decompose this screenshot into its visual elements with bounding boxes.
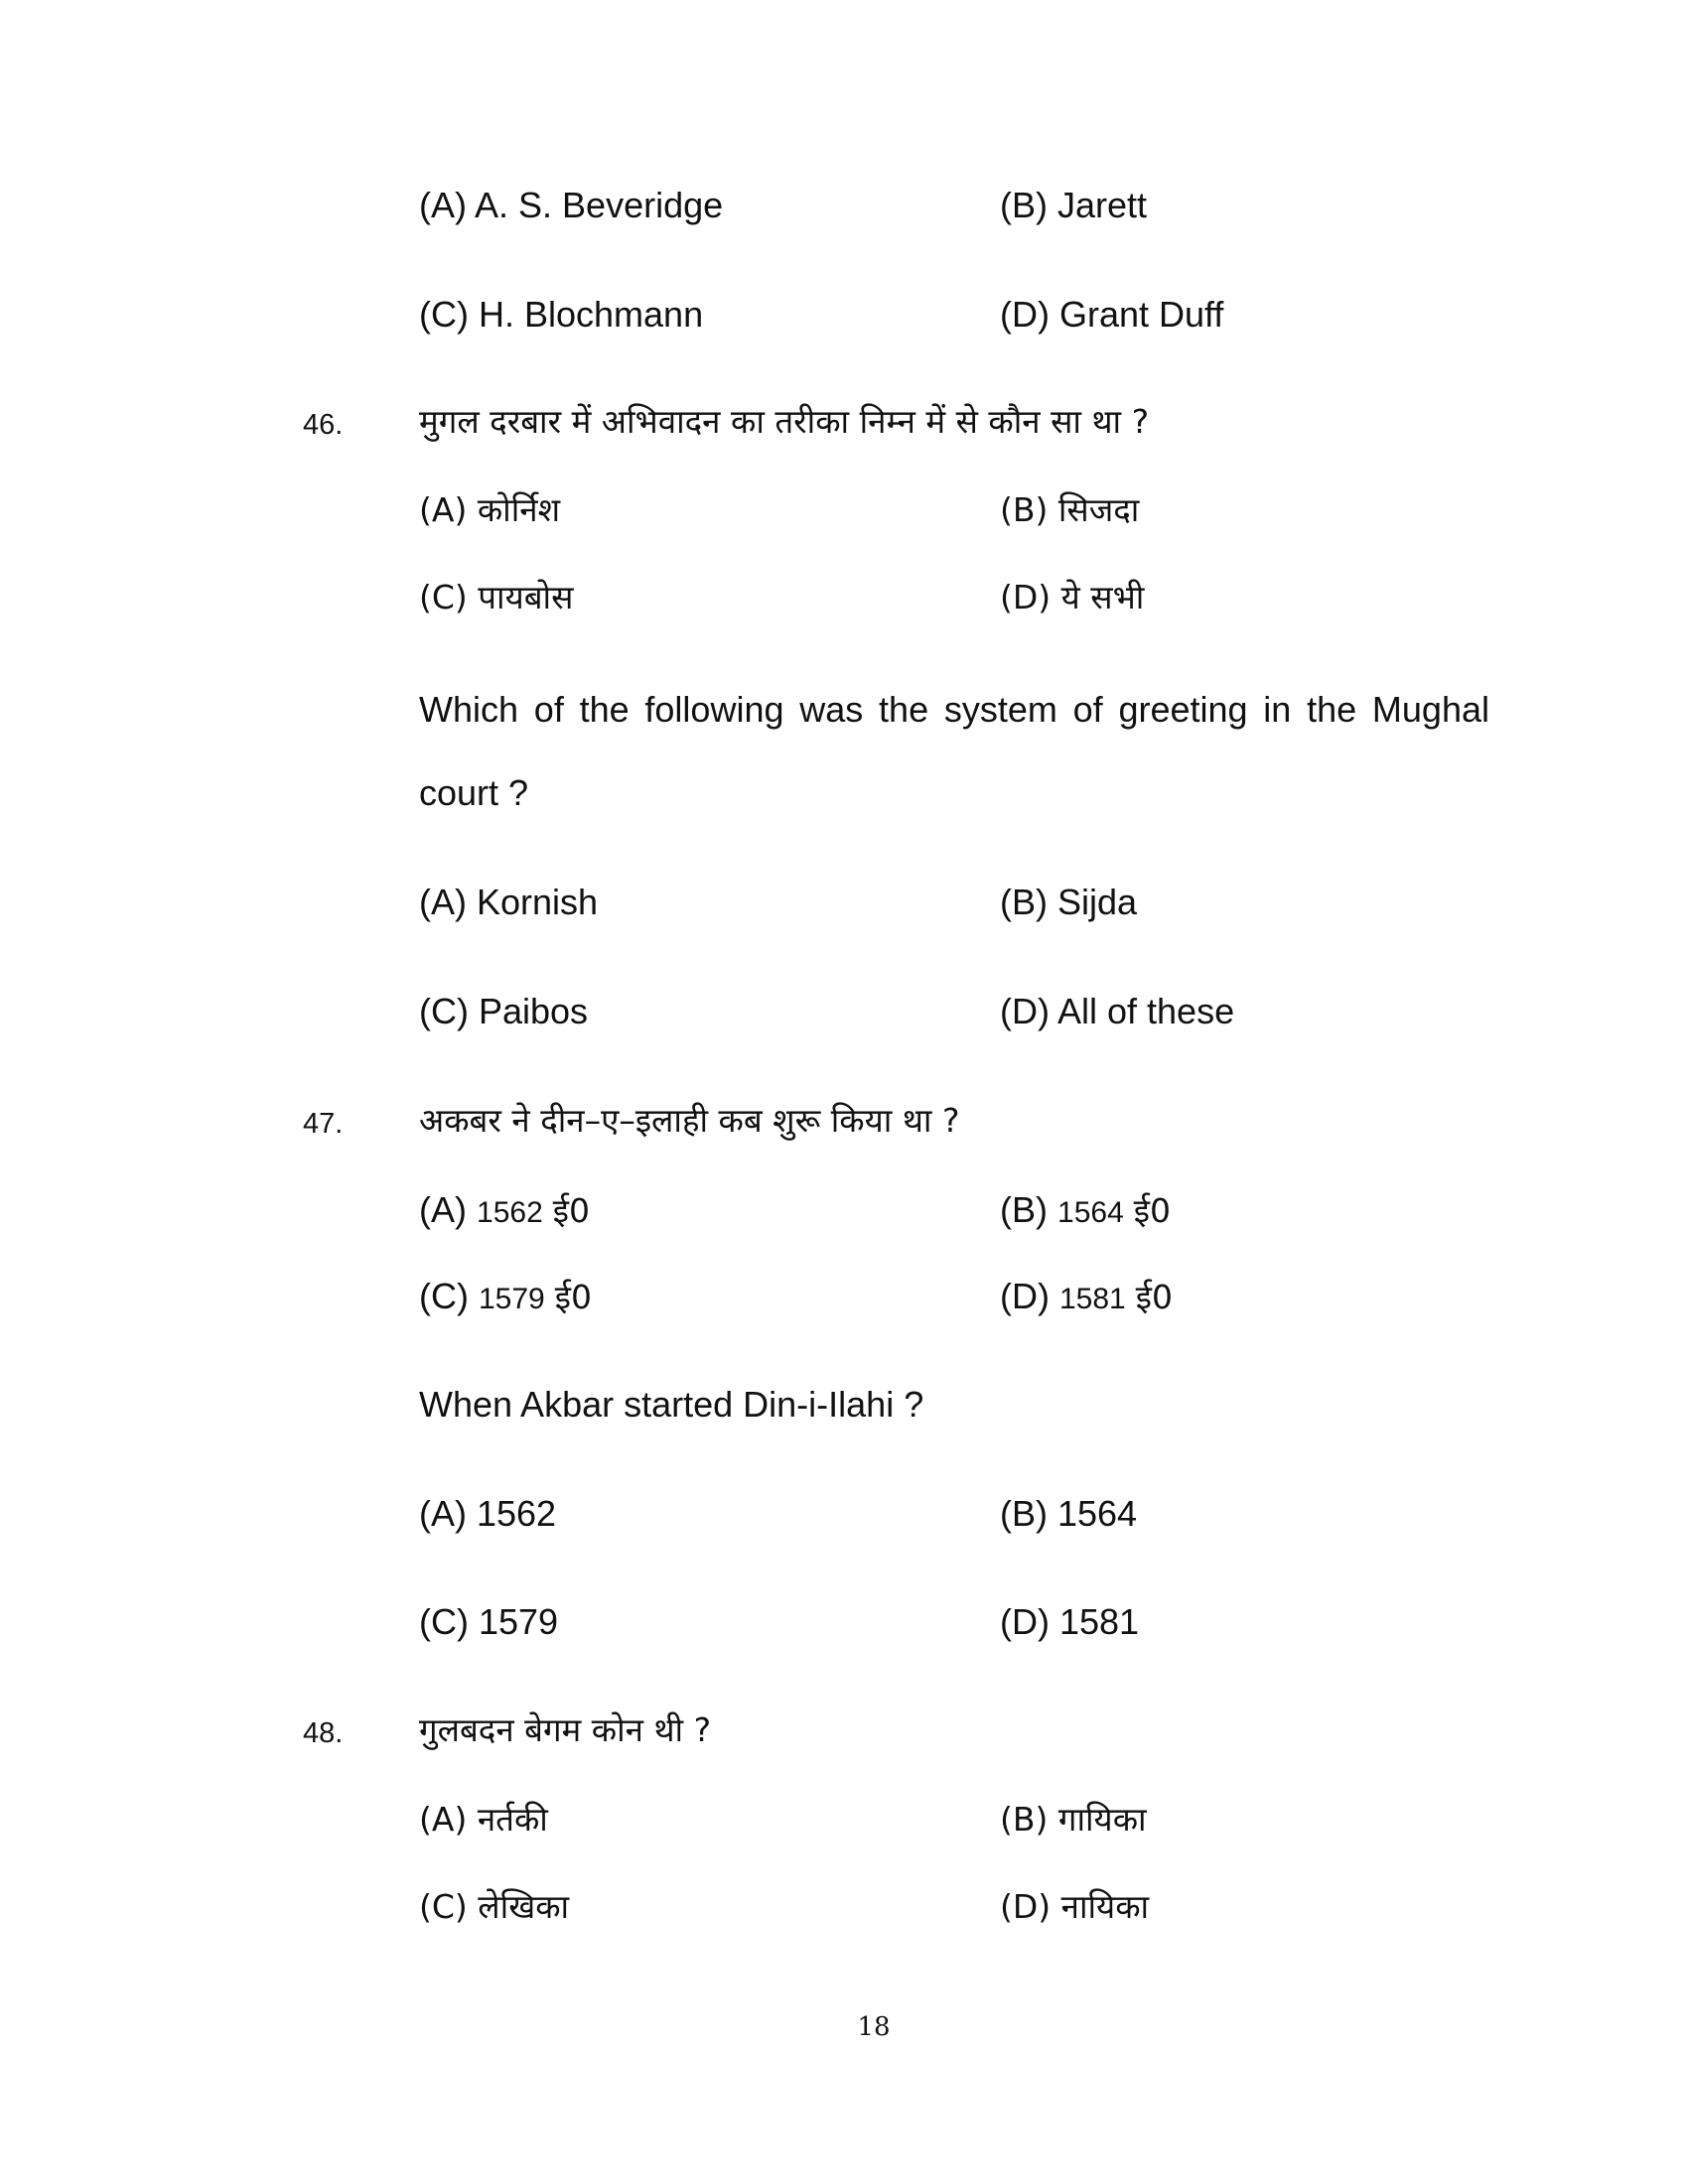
q46-english-option-a: (A) Kornish [419,882,599,922]
q46-hindi-option-a: (A) कोर्निश [419,490,561,529]
q46-hindi-option-d: (D) ये सभी [1000,578,1145,616]
q47-english-option-c: (C) 1579 [419,1601,559,1642]
q48-hindi-option-b: (B) गायिका [1000,1800,1147,1839]
q48-hindi-option-a: (A) नर्तकी [419,1800,548,1839]
q47-hindi-option-b-label: (B) [1000,1189,1048,1230]
q47-hindi-option-c-label: (C) [419,1276,469,1316]
q47-english-option-b: (B) 1564 [1000,1493,1138,1534]
q46-hindi-option-c: (C) पायबोस [419,578,574,616]
q47-hindi-option-a-suffix: ई0 [552,1191,590,1230]
q45-option-d: (D) Grant Duff [1000,294,1224,335]
q47-hindi-option-d-suffix: ई0 [1135,1278,1173,1316]
q47-hindi-question: अकबर ने दीन–ए–इलाही कब शुरू किया था ? [419,1101,960,1140]
q48-hindi-question: गुलबदन बेगम कोन थी ? [419,1710,712,1749]
q47-number: 47. [303,1108,344,1140]
q45-option-b: (B) Jarett [1000,185,1148,225]
q48-hindi-option-d: (D) नायिका [1000,1887,1150,1926]
q47-hindi-option-d [1000,1275,1173,1321]
q46-english-option-d: (D) All of these [1000,991,1235,1031]
q47-hindi-option-a [419,1188,590,1235]
q48-hindi-option-c: (C) लेखिका [419,1887,570,1926]
q45-option-a: (A) A. S. Beveridge [419,185,724,225]
q47-hindi-option-a-label: (A) [419,1189,467,1230]
q46-hindi-question: मुगल दरबार में अभिवादन का तरीका निम्न में से कौन सा था ? [419,402,1150,441]
q47-hindi-option-d-year: 1581 [1059,1283,1126,1315]
q47-hindi-option-c [419,1275,592,1321]
q46-english-question-line1: Which of the following was the system of greeting in the Mughal [419,689,1489,730]
q46-english-option-b: (B) Sijda [1000,882,1138,922]
q47-hindi-option-c-suffix: ई0 [554,1278,592,1316]
q47-english-option-d: (D) 1581 [1000,1601,1140,1642]
q47-hindi-option-c-year: 1579 [479,1283,545,1315]
q47-english-option-a: (A) 1562 [419,1493,557,1534]
q47-hindi-option-b-year: 1564 [1057,1196,1124,1229]
q48-number: 48. [303,1717,344,1749]
q46-english-option-c: (C) Paibos [419,991,589,1031]
q46-number: 46. [303,409,344,441]
q47-hindi-option-a-year: 1562 [477,1196,543,1229]
q47-hindi-option-b-suffix: ई0 [1133,1191,1171,1230]
q45-option-c: (C) H. Blochmann [419,294,704,335]
q47-hindi-option-d-label: (D) [1000,1276,1050,1316]
page-number: 18 [857,2012,891,2042]
q46-english-question-line2: court ? [419,772,529,813]
q47-hindi-option-b [1000,1188,1171,1235]
q46-hindi-option-b: (B) सिजदा [1000,490,1140,529]
q47-english-question: When Akbar started Din-i-Ilahi ? [419,1384,924,1425]
